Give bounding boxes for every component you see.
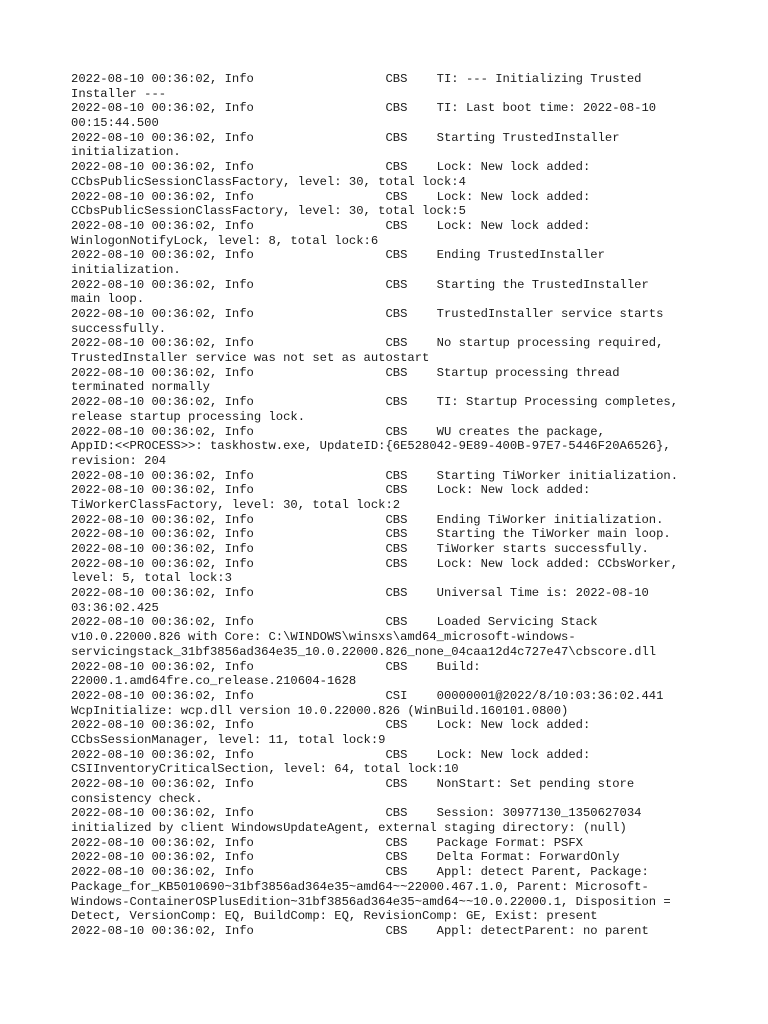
log-line: 2022-08-10 00:36:02, Info CBS WU creates the package, (71, 424, 605, 439)
log-line: 2022-08-10 00:36:02, Info CBS Lock: New lock added: (71, 218, 591, 233)
log-line: 03:36:02.425 (71, 600, 159, 615)
log-line: 2022-08-10 00:36:02, Info CBS TiWorker starts successfully. (71, 542, 649, 556)
log-line: CCbsPublicSessionClassFactory, level: 30, total lock:5 (71, 204, 466, 219)
log-line: level: 5, total lock:3 (71, 571, 232, 586)
log-line: WinlogonNotifyLock, level: 8, total lock:6 (71, 233, 379, 248)
log-line: 00:15:44.500 (71, 116, 159, 131)
log-line: 2022-08-10 00:36:02, Info CBS Starting TrustedInstaller (71, 130, 620, 145)
log-line: 2022-08-10 00:36:02, Info CBS TI: Last boot time: 2022-08-10 (71, 101, 657, 116)
log-line: 2022-08-10 00:36:02, Info CBS TI: Startup Processing completes, (71, 395, 679, 410)
log-line: initialized by client WindowsUpdateAgent, external staging directory: (null) (71, 821, 627, 836)
log-line: 2022-08-10 00:36:02, Info CBS Starting the TrustedInstaller (71, 277, 649, 292)
log-line: v10.0.22000.826 with Core: C:\WINDOWS\winsxs\amd64_microsoft-windows- (71, 630, 576, 645)
log-line: revision: 204 (71, 453, 167, 468)
log-line: 2022-08-10 00:36:02, Info CBS Lock: New lock added: (71, 718, 591, 733)
log-line: TiWorkerClassFactory, level: 30, total lock:2 (71, 497, 401, 512)
log-line: 2022-08-10 00:36:02, Info CBS Universal Time is: 2022-08-10 (71, 586, 649, 601)
log-line: 2022-08-10 00:36:02, Info CBS Ending TrustedInstaller (71, 248, 605, 263)
log-line: 2022-08-10 00:36:02, Info CSI 00000001@2022/8/10:03:36:02.441 (71, 688, 664, 703)
log-line: CCbsSessionManager, level: 11, total lock:9 (71, 732, 386, 747)
log-line: 2022-08-10 00:36:02, Info CBS Lock: New lock added: (71, 483, 591, 498)
log-line: Package_for_KB5010690~31bf3856ad364e35~amd64~~22000.467.1.0, Parent: Microsoft- (71, 879, 649, 894)
log-line: 2022-08-10 00:36:02, Info CBS Build: (71, 659, 481, 674)
log-line: release startup processing lock. (71, 409, 306, 424)
log-line: 2022-08-10 00:36:02, Info CBS Appl: detect Parent, Package: (71, 865, 649, 880)
log-line: 2022-08-10 00:36:02, Info CBS Package Format: PSFX (71, 835, 583, 850)
log-line: 2022-08-10 00:36:02, Info CBS Starting the TiWorker main loop. (71, 527, 671, 542)
log-line: 2022-08-10 00:36:02, Info CBS Delta Format: ForwardOnly (71, 850, 620, 865)
log-line: 2022-08-10 00:36:02, Info CBS TrustedInstaller service starts (71, 307, 664, 321)
log-line: successfully. (71, 321, 167, 336)
log-line: main loop. (71, 292, 145, 307)
log-line: initialization. (71, 145, 181, 160)
log-line: 2022-08-10 00:36:02, Info CBS Lock: New lock added: (71, 189, 591, 204)
log-line: 22000.1.amd64fre.co_release.210604-1628 (71, 674, 357, 689)
log-line: Installer --- (71, 86, 167, 101)
log-line: 2022-08-10 00:36:02, Info CBS Loaded Servicing Stack (71, 615, 598, 630)
log-line: Windows-ContainerOSPlusEdition~31bf3856ad364e35~amd64~~10.0.22000.1, Disposition = (71, 894, 671, 909)
log-line: 2022-08-10 00:36:02, Info CBS Lock: New lock added: (71, 747, 591, 762)
log-line: servicingstack_31bf3856ad364e35_10.0.22000.826_none_04caa12d4c727e47\cbscore.dll (71, 644, 657, 659)
log-text-block (71, 72, 711, 939)
log-line: 2022-08-10 00:36:02, Info CBS Session: 30977130_1350627034 (71, 806, 642, 821)
log-line: 2022-08-10 00:36:02, Info CBS Lock: New lock added: CCbsWorker, (71, 556, 679, 571)
log-line: CSIInventoryCriticalSection, level: 64, total lock:10 (71, 762, 459, 777)
log-line: 2022-08-10 00:36:02, Info CBS Appl: detectParent: no parent (71, 923, 649, 938)
log-line: 2022-08-10 00:36:02, Info CBS Starting TiWorker initialization. (71, 468, 679, 483)
log-line: WcpInitialize: wcp.dll version 10.0.22000.826 (WinBuild.160101.0800) (71, 703, 569, 718)
log-line: 2022-08-10 00:36:02, Info CBS Lock: New lock added: (71, 160, 591, 175)
log-line: TrustedInstaller service was not set as autostart (71, 351, 430, 366)
log-line: 2022-08-10 00:36:02, Info CBS NonStart: Set pending store (71, 777, 635, 791)
log-line: 2022-08-10 00:36:02, Info CBS No startup processing required, (71, 336, 664, 351)
log-line: CCbsPublicSessionClassFactory, level: 30, total lock:4 (71, 174, 466, 189)
log-line: 2022-08-10 00:36:02, Info CBS Ending TiWorker initialization. (71, 512, 664, 527)
log-line: 2022-08-10 00:36:02, Info CBS TI: --- Initializing Trusted (71, 72, 642, 86)
log-line: 2022-08-10 00:36:02, Info CBS Startup processing thread (71, 365, 620, 380)
log-line: consistency check. (71, 791, 203, 806)
log-line: Detect, VersionComp: EQ, BuildComp: EQ, RevisionComp: GE, Exist: present (71, 909, 598, 924)
log-line: terminated normally (71, 380, 210, 395)
log-line: AppID:<<PROCESS>>: taskhostw.exe, UpdateID:{6E528042-9E89-400B-97E7-5446F20A6526}, (71, 439, 671, 454)
log-line: initialization. (71, 262, 181, 277)
